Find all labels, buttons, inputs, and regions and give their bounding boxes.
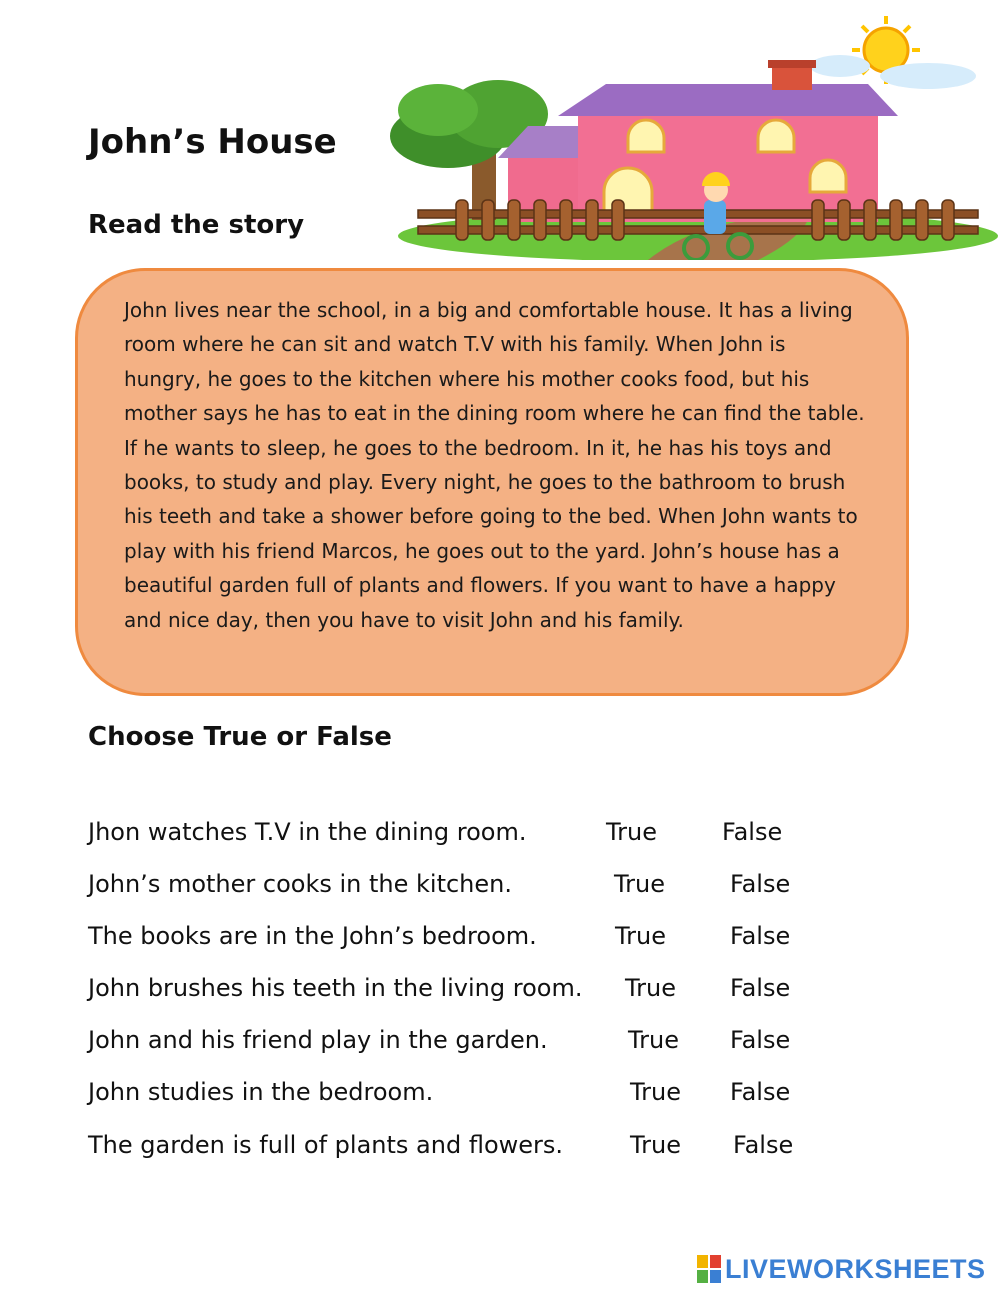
true-option[interactable]: True <box>615 922 666 950</box>
true-option[interactable]: True <box>630 1131 681 1159</box>
true-option[interactable]: True <box>628 1026 679 1054</box>
false-option[interactable]: False <box>730 1078 791 1106</box>
false-option[interactable]: False <box>730 1026 791 1054</box>
logo-mark-icon <box>697 1255 721 1283</box>
statement-row <box>88 1127 848 1163</box>
true-option[interactable]: True <box>630 1078 681 1106</box>
false-option[interactable]: False <box>722 818 783 846</box>
liveworksheets-logo <box>697 1252 986 1286</box>
statement-row <box>88 1074 848 1110</box>
statement-row <box>88 866 848 902</box>
house-illustration <box>378 14 998 260</box>
statement-text: The books are in the John’s bedroom. <box>88 922 537 950</box>
true-option[interactable]: True <box>614 870 665 898</box>
statement-text: Jhon watches T.V in the dining room. <box>88 818 527 846</box>
statement-text: John’s mother cooks in the kitchen. <box>88 870 512 898</box>
story-box <box>75 268 909 696</box>
true-false-heading: Choose True or False <box>88 722 392 752</box>
false-option[interactable]: False <box>733 1131 794 1159</box>
statement-text: John studies in the bedroom. <box>88 1078 434 1106</box>
statement-text: John brushes his teeth in the living room. <box>88 974 583 1002</box>
false-option[interactable]: False <box>730 974 791 1002</box>
statement-text: The garden is full of plants and flowers. <box>88 1131 564 1159</box>
story-text: John lives near the school, in a big and comfortable house. It has a living room where he can sit and watch T.V with his family. When John is hungry, he goes to the kitchen where his mother cooks food, but his mother says he has to eat in the dining room where he can find the table. If he wants to sleep, he goes to the bedroom. In it, he has his toys and books, to study and play. Every night, he goes to the bathroom to brush his teeth and take a shower before going to the bed. When John wants to play with his friend Marcos, he goes out to the yard. John’s house has a beautiful garden full of plants and flowers. If you want to have a happy and nice day, then you have to visit John and his family. <box>124 298 865 632</box>
true-option[interactable]: True <box>625 974 676 1002</box>
read-story-heading: Read the story <box>88 210 305 240</box>
statement-text: John and his friend play in the garden. <box>88 1026 548 1054</box>
statement-row <box>88 814 848 850</box>
logo-text: LIVEWORKSHEETS <box>725 1253 986 1284</box>
true-option[interactable]: True <box>606 818 657 846</box>
statement-row <box>88 1022 848 1058</box>
statement-row <box>88 970 848 1006</box>
page-title: John’s House <box>88 122 337 162</box>
false-option[interactable]: False <box>730 870 791 898</box>
false-option[interactable]: False <box>730 922 791 950</box>
statement-row <box>88 918 848 954</box>
